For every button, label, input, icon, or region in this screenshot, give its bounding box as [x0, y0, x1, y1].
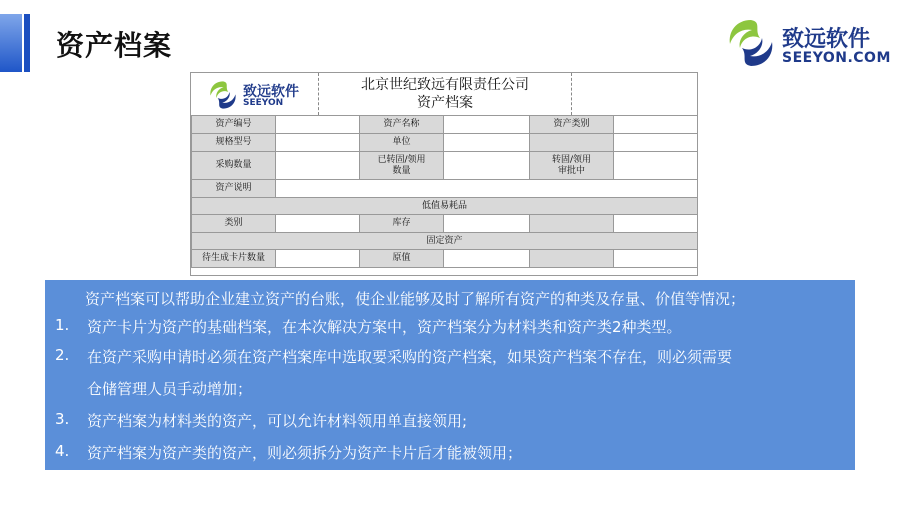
info-panel: [45, 280, 855, 470]
table-row: [192, 116, 698, 134]
table-row: [192, 250, 698, 268]
section-fixed-assets: 固定资产: [192, 233, 698, 250]
label-pending-approval: [530, 152, 614, 180]
asset-type-field[interactable]: [614, 116, 698, 134]
asset-form-card: [190, 72, 698, 276]
empty-cell: [614, 250, 698, 268]
empty-cell: [614, 134, 698, 152]
asset-name-field[interactable]: [444, 116, 530, 134]
item-text: 资产档案为资产类的资产，则必须拆分为资产卡片后才能被领用；: [87, 444, 523, 462]
description-field[interactable]: [276, 180, 698, 198]
label-category: 类别: [192, 215, 276, 233]
label-original-value: 原值: [360, 250, 444, 268]
category-field[interactable]: [276, 215, 360, 233]
label-transferred-qty: [360, 152, 444, 180]
table-row: [192, 134, 698, 152]
table-row: [192, 180, 698, 198]
item-number: 4.: [55, 442, 70, 460]
empty-cell: [530, 250, 614, 268]
table-row: [192, 198, 698, 215]
label-line: 审批中: [557, 165, 585, 176]
brand-subtitle: SEEYON.COM: [782, 50, 891, 66]
asset-form-table: [191, 115, 698, 268]
unit-field[interactable]: [444, 134, 530, 152]
header-divider: [571, 73, 572, 115]
original-value-field[interactable]: [444, 250, 530, 268]
form-logo-name: 致远软件: [243, 84, 299, 100]
item-text: 仓储管理人员手动增加；: [87, 380, 253, 398]
pending-approval-field[interactable]: [614, 152, 698, 180]
purchase-qty-field[interactable]: [276, 152, 360, 180]
brand-name: 致远软件: [782, 27, 871, 52]
label-unit: 单位: [360, 134, 444, 152]
label-line: 已转固/领用: [377, 154, 426, 165]
asset-no-field[interactable]: [276, 116, 360, 134]
transferred-qty-field[interactable]: [444, 152, 530, 180]
form-header: [191, 73, 697, 116]
pending-cards-field[interactable]: [276, 250, 360, 268]
form-logo: [207, 79, 307, 111]
form-title: [319, 76, 571, 112]
table-row: [192, 233, 698, 250]
label-asset-type: 资产类别: [530, 116, 614, 134]
item-number: 2.: [55, 346, 70, 364]
empty-cell: [614, 215, 698, 233]
section-low-value: 低值易耗品: [192, 198, 698, 215]
empty-cell: [530, 215, 614, 233]
page-title: 资产档案: [56, 29, 173, 62]
brand-logo: [724, 16, 891, 72]
seeyon-swirl-icon: [207, 79, 239, 111]
document-title: 资产档案: [417, 95, 473, 111]
label-purchase-qty: 采购数量: [192, 152, 276, 180]
table-row: [192, 215, 698, 233]
item-text: 在资产采购申请时必须在资产档案库中选取要采购的资产档案，如果资产档案不存在，则必须需要: [87, 348, 733, 366]
company-name: 北京世纪致远有限责任公司: [361, 77, 529, 93]
label-stock: 库存: [360, 215, 444, 233]
item-number: 3.: [55, 410, 70, 428]
spec-model-field[interactable]: [276, 134, 360, 152]
table-row: [192, 152, 698, 180]
empty-cell: [530, 134, 614, 152]
label-description: 资产说明: [192, 180, 276, 198]
label-pending-cards: 待生成卡片数量: [192, 250, 276, 268]
info-intro: 资产档案可以帮助企业建立资产的台账，使企业能够及时了解所有资产的种类及存量、价值等情况；: [85, 290, 746, 308]
item-number: 1.: [55, 316, 70, 334]
form-logo-sub: SEEYON: [243, 98, 284, 108]
item-text: 资产卡片为资产的基础档案，在本次解决方案中，资产档案分为材料类和资产类2种类型。: [87, 318, 682, 336]
label-line: 数量: [392, 165, 411, 176]
label-asset-name: 资产名称: [360, 116, 444, 134]
label-asset-no: 资产编号: [192, 116, 276, 134]
seeyon-swirl-icon: [724, 16, 778, 70]
stock-field[interactable]: [444, 215, 530, 233]
item-text: 资产档案为材料类的资产，可以允许材料领用单直接领用;: [87, 412, 468, 430]
title-accent-bar: [0, 14, 32, 72]
label-line: 转固/领用: [551, 154, 592, 165]
label-spec-model: 规格型号: [192, 134, 276, 152]
